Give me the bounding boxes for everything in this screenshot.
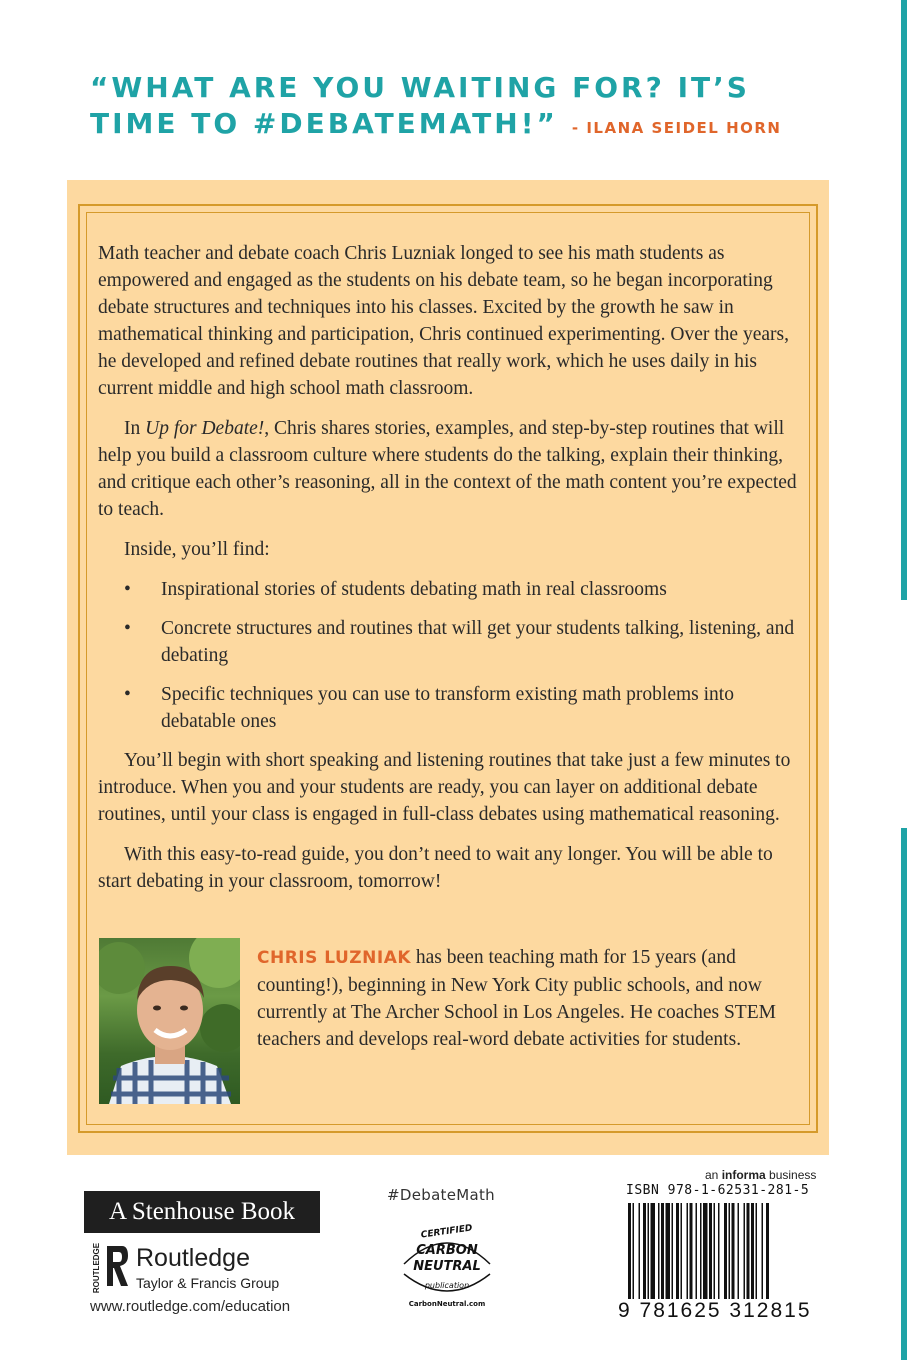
description-text: [98, 240, 810, 908]
barcode-bar: [690, 1203, 693, 1299]
barcode-bar: [648, 1203, 650, 1299]
barcode-bar: [732, 1203, 735, 1299]
feature-list: [98, 576, 810, 735]
routledge-subtitle: Taylor & Francis Group: [136, 1275, 280, 1291]
barcode-bar: [687, 1203, 689, 1299]
list-item: [98, 615, 810, 669]
carbon-neutral-badge: [398, 1212, 496, 1310]
svg-text:CARBON: CARBON: [416, 1243, 478, 1258]
list-item-text: Specific techniques you can use to transform existing math problems into debatable ones: [161, 684, 734, 732]
author-name: CHRIS LUZNIAK: [257, 948, 412, 968]
inside-label: Inside, you’ll find:: [124, 539, 270, 560]
barcode-bar: [718, 1203, 720, 1299]
list-item: [98, 681, 810, 735]
barcode-bar: [744, 1203, 746, 1299]
book-title: Up for Debate!: [145, 418, 265, 439]
barcode-bar: [639, 1203, 641, 1299]
isbn-text: ISBN 978-1-62531-281-5: [626, 1183, 810, 1198]
description-paragraph-1: Math teacher and debate coach Chris Luzniak longed to see his math students as empowered and engaged as the students on his debate team, so he began incorporating debate structures and techniques into his classes. Excited by the growth he saw in mathematical thinking and participation, Chris continued experimenting. Over the years, he developed and refined debate routines that really work, which he uses daily in his current middle and high school math classroom.: [98, 243, 789, 399]
svg-text:publication: publication: [424, 1281, 470, 1290]
list-item-text: Inspirational stories of students debating math in real classrooms: [161, 579, 667, 600]
author-bio: [257, 944, 817, 1053]
teal-edge-bar-top: [901, 0, 907, 600]
routledge-mark-icon: [90, 1242, 128, 1294]
barcode-bar: [703, 1203, 708, 1299]
barcode-bar: [661, 1203, 664, 1299]
barcode-bar: [666, 1203, 671, 1299]
barcode-bars: [626, 1203, 814, 1303]
barcode-bar: [729, 1203, 731, 1299]
list-item-text: Concrete structures and routines that will get your students talking, listening, and debating: [161, 618, 795, 666]
ean-number: 9 781625 312815: [618, 1299, 812, 1322]
svg-text:NEUTRAL: NEUTRAL: [413, 1259, 481, 1274]
author-bio-text: has been teaching math for 15 years (and counting!), beginning in New York City public schools, and now currently at The Archer School in Los Angeles. He coaches STEM teachers and develops real-word debate activities for students.: [257, 947, 776, 1050]
para2-rest: , Chris shares stories, examples, and step-by-step routines that will help you build a classroom culture where students do the talking, explain their thinking, and critique each other’s reasoning, all in the context of the math content you’re expected to teach.: [98, 418, 797, 520]
stenhouse-label: A Stenhouse Book: [84, 1191, 320, 1233]
barcode-bar: [672, 1203, 674, 1299]
barcode-bar: [724, 1203, 727, 1299]
publisher-url: www.routledge.com/education: [90, 1298, 291, 1315]
barcode-bar: [700, 1203, 702, 1299]
barcode-bar: [681, 1203, 683, 1299]
svg-text:ROUTLEDGE: ROUTLEDGE: [92, 1242, 102, 1294]
quote-attribution: - ILANA SEIDEL HORN: [571, 119, 782, 137]
barcode-bar: [738, 1203, 740, 1299]
hashtag: #DebateMath: [387, 1186, 495, 1204]
barcode-bar: [709, 1203, 712, 1299]
para2-prefix: In: [124, 418, 146, 439]
bullet-icon: •: [124, 579, 131, 600]
informa-suffix: business: [765, 1168, 817, 1182]
barcode-bar: [651, 1203, 656, 1299]
svg-text:CarbonNeutral.com: CarbonNeutral.com: [408, 1300, 486, 1308]
routledge-logo: [90, 1242, 330, 1294]
description-paragraph-2: [98, 415, 810, 523]
barcode-bar: [756, 1203, 758, 1299]
barcode-bar: [766, 1203, 769, 1299]
bullet-icon: •: [124, 618, 131, 639]
author-photo: [99, 938, 240, 1104]
teal-edge-bar-bottom: [901, 828, 907, 1360]
barcode-bar: [751, 1203, 754, 1299]
barcode-bar: [633, 1203, 635, 1299]
author-section: [99, 938, 819, 1108]
informa-brand: informa: [721, 1168, 766, 1182]
pull-quote: [90, 70, 850, 146]
barcode-bar: [747, 1203, 750, 1299]
barcode-bar: [628, 1203, 631, 1299]
barcode-bar: [658, 1203, 660, 1299]
description-paragraph-4: With this easy-to-read guide, you don’t need to wait any longer. You will be able to start debating in your classroom, tomorrow!: [98, 844, 773, 892]
barcode-bar: [643, 1203, 646, 1299]
svg-text:CERTIFIED: CERTIFIED: [420, 1223, 474, 1241]
informa-prefix: an: [705, 1168, 722, 1182]
quote-text: “WHAT ARE YOU WAITING FOR? IT’S TIME TO #DEBATEMATH!”: [90, 71, 750, 140]
barcode-bar: [714, 1203, 716, 1299]
barcode-bar: [762, 1203, 764, 1299]
informa-label: [705, 1168, 816, 1182]
bullet-icon: •: [124, 684, 131, 705]
list-item: [98, 576, 810, 603]
barcode-block: [618, 1183, 820, 1333]
routledge-name: Routledge: [136, 1244, 250, 1272]
description-paragraph-3: You’ll begin with short speaking and listening routines that take just a few minutes to introduce. When you and your students are ready, you can layer on additional debate routines, until your class is engaged in full-class debates using mathematical reasoning.: [98, 750, 791, 825]
barcode-bar: [696, 1203, 698, 1299]
barcode-bar: [676, 1203, 679, 1299]
